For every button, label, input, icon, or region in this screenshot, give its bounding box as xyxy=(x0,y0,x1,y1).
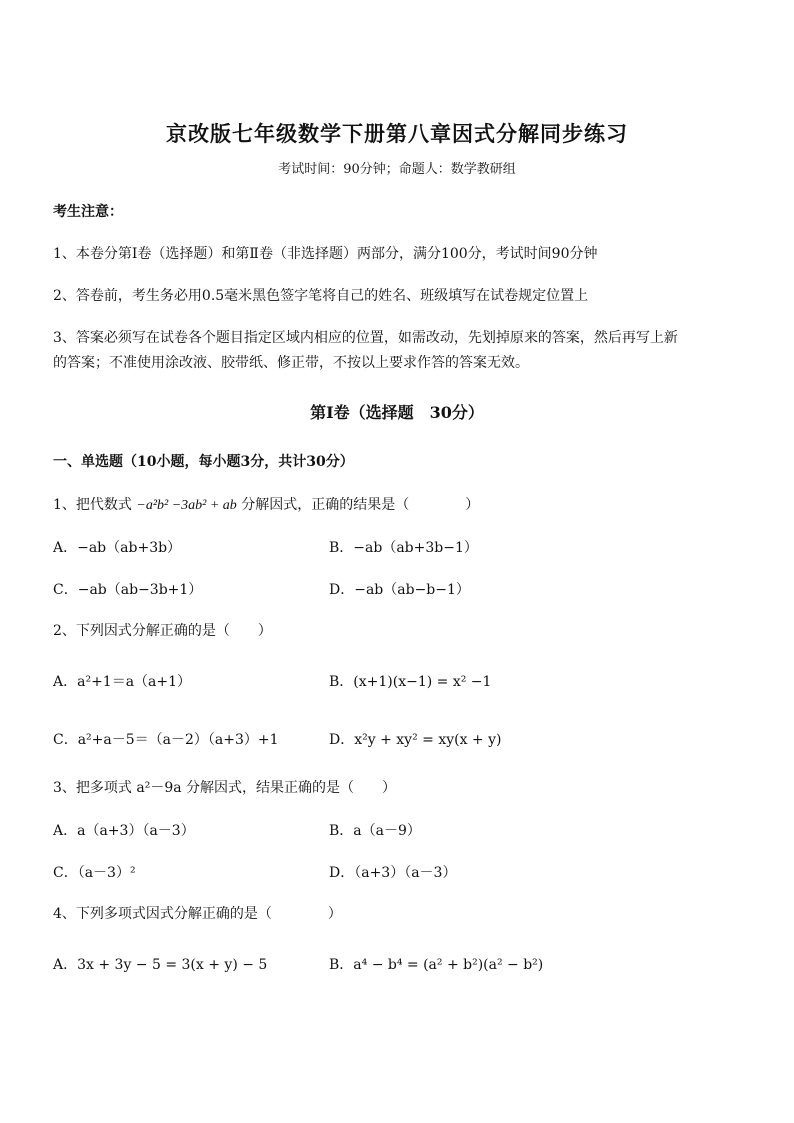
question-3: 3、把多项式 a²－9a 分解因式，结果正确的是（ ） xyxy=(53,780,397,796)
notice-item-3: 3、答案必须写在试卷各个题目指定区域内相应的位置，如需改动，先划掉原来的答案，然后再写上新 xyxy=(53,330,678,346)
exam-info: 考试时间：90分钟；命题人：数学教研组 xyxy=(278,162,516,177)
section-title: 第Ⅰ卷（选择题 30分） xyxy=(310,403,484,422)
q1-option-b[interactable]: B．−ab（ab+3b−1） xyxy=(329,540,478,556)
q1-option-a[interactable]: A．−ab（ab+3b） xyxy=(53,540,182,556)
q1-option-c[interactable]: C．−ab（ab−3b+1） xyxy=(53,582,203,598)
question-4: 4、下列多项式因式分解正确的是（ ） xyxy=(53,906,342,922)
q3-option-a[interactable]: A．a（a+3）（a－3） xyxy=(53,823,195,839)
q3-option-c[interactable]: C．（a－3）² xyxy=(53,865,136,881)
question-1 xyxy=(53,494,479,514)
q1-option-d[interactable]: D．−ab（ab−b−1） xyxy=(329,582,470,598)
question-2: 2、下列因式分解正确的是（ ） xyxy=(53,623,272,639)
q2-option-d[interactable]: D．x²y + xy² = xy(x + y) xyxy=(329,732,502,748)
notice-item-3-cont: 的答案；不准使用涂改液、胶带纸、修正带，不按以上要求作答的答案无效。 xyxy=(53,355,529,371)
q3-option-d[interactable]: D．（a+3）（a－3） xyxy=(329,865,457,881)
notice-item-2: 2、答卷前，考生务必用0.5毫米黑色签字笔将自己的姓名、班级填写在试卷规定位置上 xyxy=(53,288,589,304)
q3-option-b[interactable]: B．a（a－9） xyxy=(329,823,421,839)
q4-option-a[interactable]: A．3x + 3y − 5 = 3(x + y) − 5 xyxy=(53,957,268,973)
paper-title: 京改版七年级数学下册第八章因式分解同步练习 xyxy=(166,121,628,146)
question-1-suffix: 分解因式，正确的结果是（ ） xyxy=(241,497,480,513)
q4-option-b[interactable]: B．a⁴ − b⁴ = (a² + b²)(a² − b²) xyxy=(329,957,544,973)
q2-option-c[interactable]: C．a²+a－5＝（a－2）（a+3）+1 xyxy=(53,732,279,748)
q2-option-a[interactable]: A．a²+1＝a（a+1） xyxy=(53,674,192,690)
q2-option-b[interactable]: B．(x+1)(x−1) = x² −1 xyxy=(329,674,492,690)
question-1-expression: −a²b² −3ab² + ab xyxy=(136,498,237,513)
notice-heading: 考生注意： xyxy=(53,204,123,220)
part-heading: 一、单选题（10小题，每小题3分，共计30分） xyxy=(53,454,354,470)
question-1-prefix: 1、把代数式 xyxy=(53,497,132,513)
notice-item-1: 1、本卷分第Ⅰ卷（选择题）和第Ⅱ卷（非选择题）两部分，满分100分，考试时间90分钟 xyxy=(53,246,598,262)
